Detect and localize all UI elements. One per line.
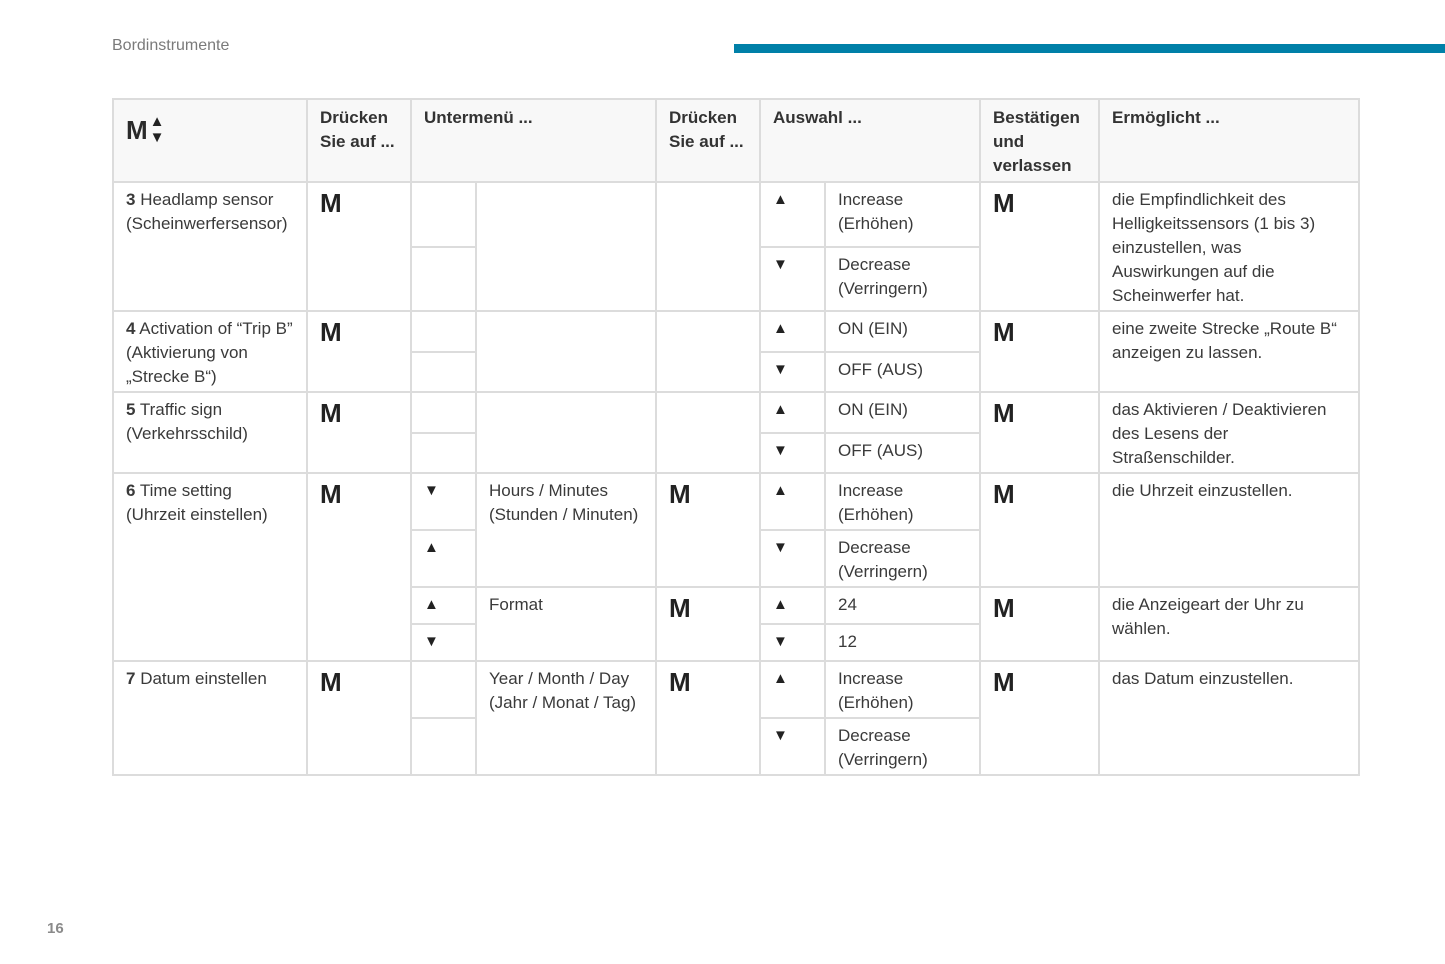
option-label: 24 (825, 587, 980, 624)
down-arrow-icon: ▼ (760, 352, 825, 393)
header-submenu: Untermenü ... (411, 99, 656, 182)
down-arrow-icon: ▼ (760, 530, 825, 587)
m-confirm-icon: M (980, 311, 1099, 392)
up-arrow-icon: ▲ (760, 473, 825, 530)
submenu-label: Year / Month / Day (Jahr / Monat / Tag) (476, 661, 656, 775)
row-label: 5 Traffic sign (Verkehrsschild) (113, 392, 307, 473)
description: die Empfindlichkeit des Helligkeitssensors (1 bis 3) einzustellen, was Auswirkungen auf die Scheinwerfer hat. (1099, 182, 1359, 311)
submenu-arrow-cell (411, 718, 476, 775)
submenu-arrow-cell (411, 433, 476, 474)
settings-table (112, 98, 1360, 776)
up-arrow-icon: ▲ (760, 661, 825, 718)
option-label: 12 (825, 624, 980, 661)
m-button-icon: M (307, 182, 411, 311)
m-button-icon: M (307, 392, 411, 473)
submenu-arrow-cell (411, 311, 476, 352)
m-confirm-icon: M (980, 587, 1099, 661)
description: die Uhrzeit einzustellen. (1099, 473, 1359, 587)
header-menu-cell (113, 99, 307, 182)
table-row (113, 661, 1359, 718)
option-label: Increase (Erhöhen) (825, 473, 980, 530)
submenu-arrow-cell (411, 661, 476, 718)
accent-bar (734, 44, 1445, 53)
down-arrow-icon: ▼ (149, 129, 165, 146)
submenu-cell (476, 311, 656, 392)
header-enables: Ermöglicht ... (1099, 99, 1359, 182)
m-confirm-icon: M (980, 473, 1099, 587)
option-label: Increase (Erhöhen) (825, 182, 980, 247)
option-label: Decrease (Verringern) (825, 718, 980, 775)
press-cell (656, 392, 760, 473)
option-label: ON (EIN) (825, 392, 980, 433)
down-arrow-icon: ▼ (760, 624, 825, 661)
submenu-arrow-cell (411, 247, 476, 312)
section-title: Bordinstrumente (112, 37, 230, 54)
up-arrow-icon: ▲ (760, 182, 825, 247)
menu-m-icon: M (126, 115, 148, 145)
description: das Aktivieren / Deaktivieren des Lesens der Straßenschilder. (1099, 392, 1359, 473)
press-cell (656, 182, 760, 311)
down-arrow-icon: ▼ (411, 624, 476, 661)
down-arrow-icon: ▼ (760, 433, 825, 474)
header-row (113, 99, 1359, 182)
description: das Datum einzustellen. (1099, 661, 1359, 775)
down-arrow-icon: ▼ (411, 473, 476, 530)
option-label: OFF (AUS) (825, 433, 980, 474)
press-cell (656, 311, 760, 392)
up-arrow-icon: ▲ (411, 587, 476, 624)
description: eine zweite Strecke „Route B“ anzeigen zu lassen. (1099, 311, 1359, 392)
m-button-icon: M (307, 473, 411, 661)
header-selection: Auswahl ... (760, 99, 980, 182)
up-arrow-icon: ▲ (760, 587, 825, 624)
down-arrow-icon: ▼ (760, 718, 825, 775)
m-button-icon: M (307, 311, 411, 392)
row-label: 4 Activation of “Trip B” (Aktivierung von „Strecke B“) (113, 311, 307, 392)
m-confirm-icon: M (980, 392, 1099, 473)
submenu-arrow-cell (411, 182, 476, 247)
submenu-label: Hours / Minutes (Stunden / Minuten) (476, 473, 656, 587)
table-row (113, 473, 1359, 530)
m-button-icon: M (307, 661, 411, 775)
up-arrow-icon: ▲ (760, 311, 825, 352)
submenu-cell (476, 182, 656, 311)
submenu-label: Format (476, 587, 656, 661)
submenu-cell (476, 392, 656, 473)
option-label: OFF (AUS) (825, 352, 980, 393)
m-button-icon: M (656, 587, 760, 661)
down-arrow-icon: ▼ (760, 247, 825, 312)
submenu-arrow-cell (411, 352, 476, 393)
row-label: 6 Time setting (Uhrzeit einstellen) (113, 473, 307, 661)
m-confirm-icon: M (980, 661, 1099, 775)
up-arrow-icon: ▲ (760, 392, 825, 433)
m-confirm-icon: M (980, 182, 1099, 311)
table-row (113, 392, 1359, 433)
page-number: 16 (47, 920, 64, 937)
m-button-icon: M (656, 473, 760, 587)
description: die Anzeigeart der Uhr zu wählen. (1099, 587, 1359, 661)
m-button-icon: M (656, 661, 760, 775)
table-row (113, 182, 1359, 247)
row-label: 7 Datum einstellen (113, 661, 307, 775)
header-confirm: Bestätigen und verlassen (980, 99, 1099, 182)
option-label: Decrease (Verringern) (825, 247, 980, 312)
option-label: Decrease (Verringern) (825, 530, 980, 587)
table-row (113, 311, 1359, 352)
header-press: Drücken Sie auf ... (307, 99, 411, 182)
header-press-2: Drücken Sie auf ... (656, 99, 760, 182)
submenu-arrow-cell (411, 392, 476, 433)
row-label: 3 Headlamp sensor (Scheinwerfersensor) (113, 182, 307, 311)
option-label: ON (EIN) (825, 311, 980, 352)
up-arrow-icon: ▲ (411, 530, 476, 587)
option-label: Increase (Erhöhen) (825, 661, 980, 718)
up-arrow-icon: ▲ (149, 113, 165, 130)
